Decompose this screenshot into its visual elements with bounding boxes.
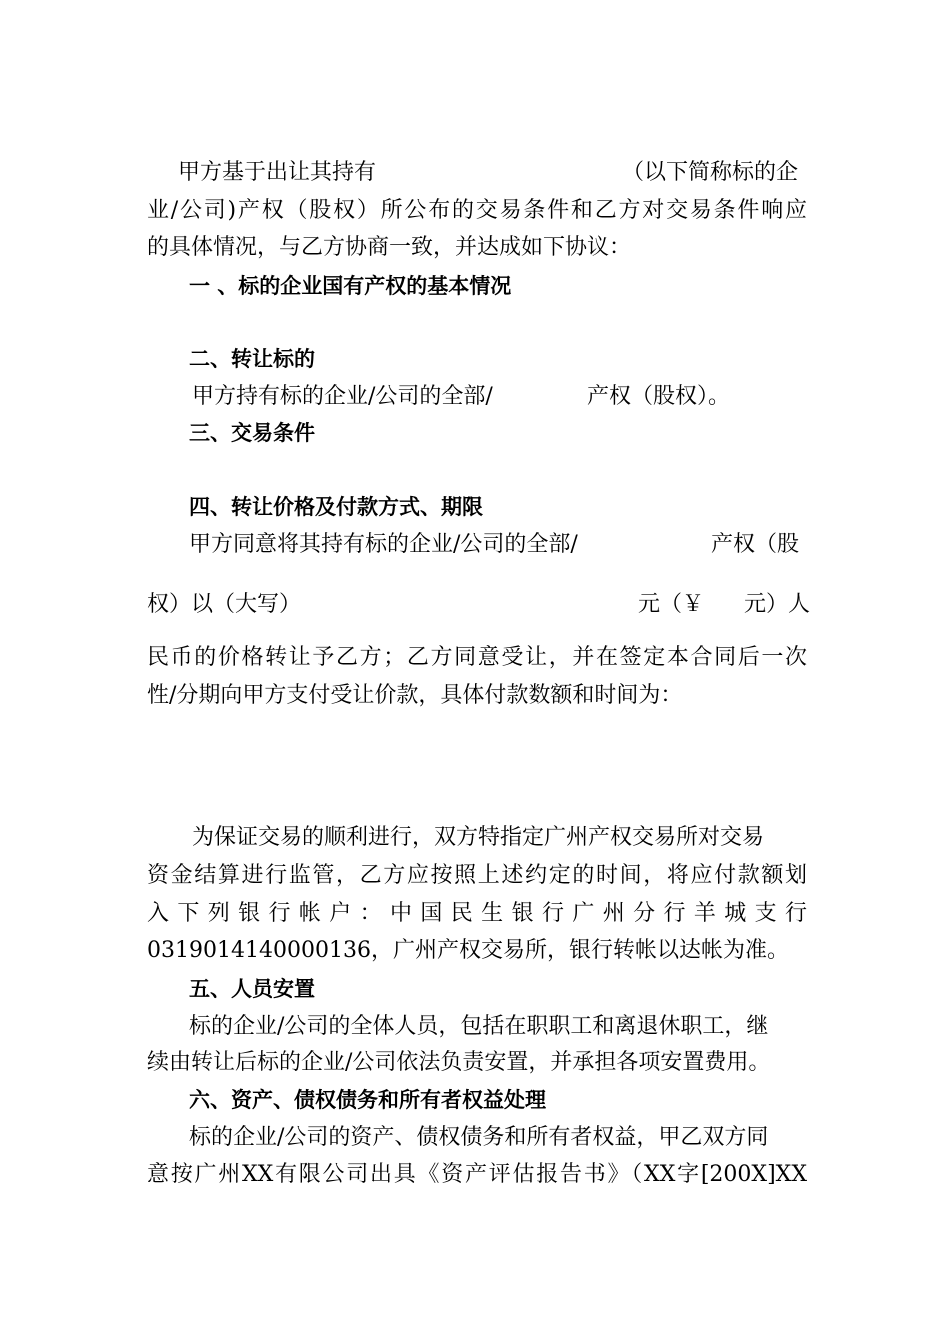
section-4-line-2	[0, 590, 950, 620]
body-text: 元）人	[744, 592, 811, 617]
body-text: 产权（股权）。	[587, 384, 731, 409]
section-5-line-2	[0, 1048, 950, 1078]
section-6-heading: 六、资产、债权债务和所有者权益处理	[189, 1088, 546, 1112]
body-text: 资金结算进行监管，乙方应按照上述约定的时间，将应付款额划	[147, 863, 807, 888]
body-text: 续由转让后标的企业/公司依法负责安置，并承担各项安置费用。	[147, 1050, 771, 1075]
section-4-para2-line-1	[0, 823, 950, 853]
body-text: 意按广州XX有限公司出具《资产评估报告书》（XX字[200X]XX	[147, 1162, 807, 1187]
body-text: 民币的价格转让予乙方；乙方同意受让，并在签定本合同后一次	[147, 645, 807, 670]
section-4-line-4	[0, 681, 950, 711]
intro-text: 业/公司)产权（股权）所公布的交易条件和乙方对交易条件响应	[147, 198, 807, 223]
body-text: 标的企业/公司的全体人员，包括在职职工和离退休职工，继	[189, 1014, 769, 1039]
section-6-line-2	[0, 1160, 950, 1190]
section-4-heading: 四、转让价格及付款方式、期限	[189, 495, 483, 519]
section-5-heading: 五、人员安置	[189, 977, 315, 1001]
intro-text: 的具体情况，与乙方协商一致，并达成如下协议：	[147, 235, 632, 260]
intro-line-2	[0, 196, 950, 226]
intro-line-3	[0, 233, 950, 263]
body-text: 为保证交易的顺利进行，双方特指定广州产权交易所对交易	[192, 825, 765, 850]
section-5-line-1	[0, 1012, 950, 1042]
body-text: 性/分期向甲方支付受让价款，具体付款数额和时间为：	[147, 683, 683, 708]
body-text: 产权（股	[711, 532, 800, 557]
section-4-para2-line-2	[0, 861, 950, 891]
body-text: 元（￥	[638, 592, 705, 617]
section-2-line-1	[0, 382, 950, 412]
body-text: 甲方持有标的企业/公司的全部/	[192, 384, 493, 409]
intro-text: （以下简称标的企	[622, 160, 799, 185]
body-text: 标的企业/公司的资产、债权债务和所有者权益，甲乙双方同	[189, 1125, 769, 1150]
section-4-line-3	[0, 643, 950, 673]
body-text: 0319014140000136，广州产权交易所，银行转帐以达帐为准。	[147, 938, 789, 963]
section-4-para2-line-4	[0, 936, 950, 966]
body-text: 入下列银行帐户：中国民生银行广州分行羊城支行	[147, 901, 807, 926]
intro-text: 甲方基于出让其持有	[178, 160, 377, 185]
section-1-heading: 一 、标的企业国有产权的基本情况	[189, 274, 512, 298]
section-2-heading: 二、转让标的	[189, 347, 315, 371]
body-text: 权）以（大写）	[147, 592, 302, 617]
section-6-line-1	[0, 1123, 950, 1153]
intro-line-1	[0, 158, 950, 188]
body-text: 甲方同意将其持有标的企业/公司的全部/	[189, 532, 578, 557]
section-3-heading: 三、交易条件	[189, 421, 315, 445]
section-4-line-1	[0, 530, 950, 560]
section-4-para2-line-3	[0, 899, 950, 929]
